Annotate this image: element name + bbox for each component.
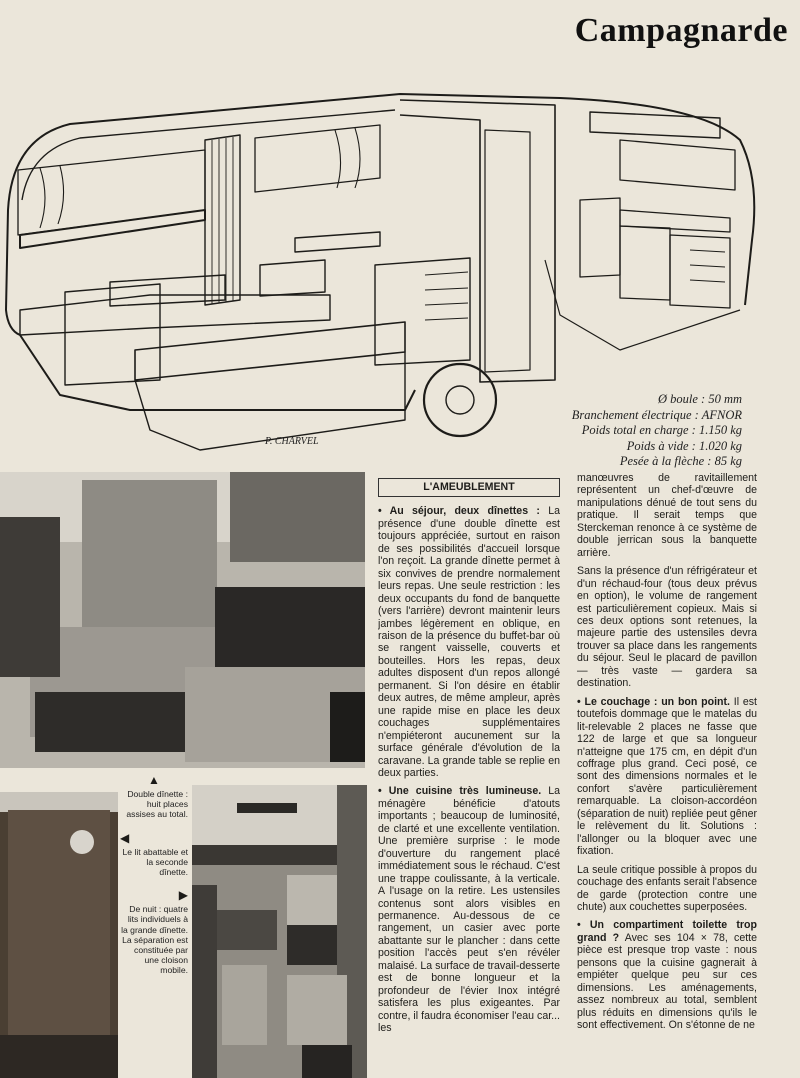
paragraph-storage: Sans la présence d'un réfrigérateur et d'un réchaud-four (tous deux prévus en option), le volume de rangement est particulièrement copieux. Mais si ces deux options sont retenues, la majeure partie des ustensiles devra trouver sa place dans les rangements du séjour. Seul le placard de pavillon — très vaste — gardera sa destination. [577, 565, 757, 690]
triangle-right-icon: ▶ [178, 888, 188, 903]
triangle-up-icon: ▲ [148, 773, 160, 787]
paragraph-dinettes: • Au séjour, deux dînettes : La présence d'une double dînette est toujours appréciée, surtout en raison de ses possibilités d'accueil lorsque l'on reçoit. La grande dînette permet à six convives de prendre normalement leurs repas. Une seule restriction : les deux occupants du fond de banquette (vers l'arrière) devront maintenir leurs jambes légèrement en oblique, en raison de la présence du buffet-bar où se rangent vaisselle, couverts et bouteilles. Hors les repas, deux adultes disposent d'un repos allongé permanent. Si l'on désire en établir deux autres, de même ampleur, après une rapide mise en place les deux couchages supplémentaires n'empiéteront aucunement sur la surface générale d'évolution de la caravane. La grande table se replie en deux parties. [378, 505, 560, 779]
caption-night-layout: De nuit : quatre lits individuels à la grande dînette. La séparation est constituée par une cloison mobile. [121, 904, 188, 976]
night-layout-photo [192, 785, 367, 1078]
spec-line: Poids à vide : 1.020 kg [626, 438, 742, 453]
door-photo [0, 792, 118, 1078]
article-column-2 [577, 472, 757, 1072]
photo-captions [120, 774, 188, 988]
illustrator-signature: P. CHARVEL [265, 436, 319, 447]
subheading-kitchen: • Une cuisine très lumineuse. [378, 785, 542, 798]
section-heading: L'AMEUBLEMENT [378, 478, 560, 497]
spec-line: Branchement électrique : AFNOR [571, 407, 742, 422]
spec-line: Pesée à la flèche : 85 kg [619, 454, 742, 468]
subheading-sleeping: • Le couchage : un bon point. [577, 695, 730, 708]
paragraph-water-supply: manœuvres de ravitaillement représentent un chef-d'œuvre de manipulations dénué de tout sens du pratique. Il serait temps que Sterckeman renonce à ce système de double jerrican sous la banquette arrière. [577, 472, 757, 559]
triangle-left-icon: ◀ [120, 830, 130, 845]
article-column-1 [378, 478, 560, 1078]
subheading-dinettes: • Au séjour, deux dînettes : [378, 505, 540, 518]
specifications-block [572, 392, 742, 470]
caption-folding-bed: Le lit abattable et la seconde dînette. [122, 846, 188, 878]
page-title: Campagnarde [574, 12, 788, 49]
paragraph-toilet: • Un compartiment toilette trop grand ? Avec ses 104 × 78, cette pièce est presque trop vaste : nous pensons que la cuisine gagnerait à empiéter quelque peu sur ces dimensions. Les aménagements, assez nombreux au total, semblent plus réduits en dimensions qu'ils le sont effectivement. On s'étonne de ne [577, 919, 757, 1032]
dinette-photo [0, 472, 365, 768]
caption-double-dinette: Double dînette : huit places assises au total. [126, 789, 188, 820]
paragraph-children: La seule critique possible à propos du couchage des enfants serait l'absence de garde (protection contre une chute) aux couchettes superposées. [577, 863, 757, 913]
paragraph-sleeping: • Le couchage : un bon point. Il est toutefois dommage que le matelas du lit-relevable 2 places ne fasse que 122 de large et que sa longueur n'atteigne que 175 cm, en dépit d'un coffrage plus grand. Ceci posé, ce sont des dimensions normales et le confort s'avère particulièrement remarquable. La cloison-accordéon (séparation de nuit) repliée peut gêner le relèvement du lit. Solutions : l'allonger ou la bloquer avec une fixation. [577, 695, 757, 858]
spec-line: Ø boule : 50 mm [657, 392, 742, 406]
paragraph-kitchen: • Une cuisine très lumineuse. La ménagère bénéficie d'atouts importants ; beaucoup de luminosité, de clarté et une excellente ventilation. Une première surprise : le mode d'ouverture du rangement placé immédiatement sous le réchaud. C'est une trappe coulissante, à la verticale. A l'usage on la retire. Les ustensiles contenus sont alors visibles en permanence. Au-dessous de ce rangement, un casier avec porte abattante sur le plancher : dans cette position l'accès peut s'en révéler malaisé. La surface de travail-desserte est de bonne longueur et la profondeur de l'évier Inox intégré satisfera les plus exigeantes. Par contre, il faudra économiser l'eau car... les [378, 785, 560, 1035]
spec-line: Poids total en charge : 1.150 kg [581, 423, 742, 437]
subheading-toilet: • Un compartiment toilette trop grand ? [577, 919, 757, 944]
